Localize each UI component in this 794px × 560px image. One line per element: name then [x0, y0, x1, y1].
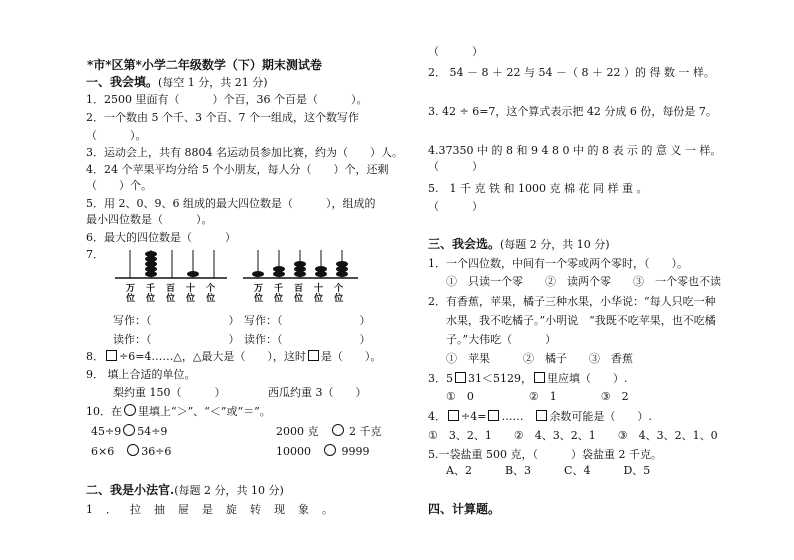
choice-2-options: ① 苹果 ② 橘子 ③ 香蕉 — [446, 352, 633, 365]
blank-box-icon — [488, 410, 499, 421]
blank-box-icon — [534, 372, 545, 383]
choice-2a: 2．有香蕉，苹果，橘子三种水果，小华说：“每人只吃一种 — [428, 295, 716, 308]
question-1-3: 3．运动会上，共有 8804 名运动员参加比赛，约为（ ）人。 — [86, 146, 403, 159]
place-wan: 万 位 — [254, 284, 264, 304]
question-1-9a: 梨约重 150（ ） — [113, 386, 226, 399]
compare-circle-icon — [124, 404, 136, 416]
blank-box-icon — [455, 372, 466, 383]
section-1-note: (每空 1 分，共 21 分) — [158, 76, 268, 89]
question-1-2b: （ ）。 — [86, 129, 147, 142]
question-1-6: 6．最大的四位数是（ ） — [86, 231, 236, 244]
question-1-5b: 最小四位数是（ ）。 — [86, 213, 213, 226]
choice-3: 3．5 31＜5129， 里应填（ ）. — [428, 372, 628, 385]
write-answer-1: 写作：（ ） — [113, 314, 240, 327]
section-2-title: 二、我是小法官. — [86, 483, 175, 497]
question-1-9: 9． 填上合适的单位。 — [86, 368, 196, 381]
choice-4-options: ① 3、2、1 ② 4、3、2、1 ③ 4、3、2、1、0 — [428, 429, 718, 442]
abacus-left — [115, 244, 227, 284]
choice-1: 1．一个四位数，中间有一个零或两个零时，（ ）。 — [428, 257, 688, 270]
question-2-1: 1．拉抽屉是旋转现象。 — [86, 503, 346, 516]
compare-row-2b: 10000 9999 — [276, 445, 370, 458]
blank-box-icon — [308, 350, 319, 361]
judge-4: 4.37350 中 的 8 和 9 4 8 0 中 的 8 表 示 的 意 义 一 样。 — [428, 144, 722, 157]
section-2-note: (每题 2 分，共 10 分) — [174, 484, 284, 497]
compare-circle-icon — [324, 444, 336, 456]
compare-circle-icon — [332, 424, 344, 436]
section-3-title: 三、我会选。 — [428, 237, 501, 251]
judge-2: 2． 54 － 8 ＋ 22 与 54 －（ 8 ＋ 22 ）的 得 数 一 样。 — [428, 66, 715, 79]
question-1-4a: 4．24 个苹果平均分给 5 个小朋友，每人分（ ）个，还剩 — [86, 163, 389, 176]
choice-3-options: ① 0 ② 1 ③ 2 — [446, 390, 629, 403]
answer-paren-top: （ ） — [428, 45, 483, 58]
place-shi: 十 位 — [186, 284, 196, 304]
abacus-bead — [187, 271, 199, 277]
question-1-9b: 西瓜约重 3（ ） — [268, 386, 367, 399]
place-wan: 万 位 — [126, 284, 136, 304]
place-ge: 个 位 — [334, 284, 344, 304]
choice-2b: 水果，我不吃橘子。”小明说 “我既不吃苹果，也不吃橘 — [446, 314, 716, 327]
judge-5-paren: （ ） — [428, 200, 483, 213]
abacus-left-places — [126, 284, 215, 304]
section-4-heading: 四、计算题。 — [428, 502, 501, 516]
abacus-bead — [252, 271, 264, 277]
judge-5: 5. 1 千 克 铁 和 1000 克 棉 花 同 样 重 。 — [428, 182, 648, 195]
section-3-note: (每题 2 分，共 10 分) — [500, 238, 610, 251]
question-1-7: 7． — [86, 248, 104, 261]
question-1-2a: 2．一个数由 5 个千、3 个百、7 个一组成，这个数写作 — [86, 111, 359, 124]
compare-row-1a: 45÷9 54÷9 — [91, 425, 168, 438]
judge-3: 3. 42 ÷ 6=7，这个算式表示把 42 分成 6 份，每份是 7。 — [428, 105, 717, 118]
abacus-bead — [273, 271, 285, 277]
place-ge: 个 位 — [206, 284, 216, 304]
abacus-bead — [315, 271, 327, 277]
abacus-bead — [145, 271, 157, 277]
question-1-8: 8． ÷6=4……△，△最大是（ ），这时 是（ ）。 — [86, 350, 382, 363]
abacus-bead — [294, 271, 306, 277]
section-1-heading — [86, 75, 268, 90]
blank-box-icon — [106, 350, 117, 361]
choice-1-options: ① 只读一个零 ② 读两个零 ③ 一个零也不读 — [446, 275, 721, 288]
read-answer-1: 读作：（ ） — [113, 333, 240, 346]
abacus-right — [243, 244, 358, 284]
question-1-1: 1．2500 里面有（ ）个百，36 个百是（ ）。 — [86, 93, 368, 106]
choice-5-options: A、2 B、3 C、4 D、5 — [446, 464, 651, 477]
judge-4-paren: （ ） — [428, 160, 483, 173]
compare-row-2a: 6×6 36÷6 — [91, 445, 172, 458]
question-1-10: 10．在 里填上“＞”、“＜”或“＝”。 — [86, 405, 271, 418]
abacus-bead — [336, 271, 348, 277]
section-1-title: 一、我会填。 — [86, 75, 159, 89]
place-bai: 百 位 — [166, 284, 176, 304]
write-answer-2: 写作：（ ） — [244, 314, 371, 327]
choice-2c: 子。”大伟吃（ ） — [446, 333, 557, 346]
place-qian: 千 位 — [146, 284, 156, 304]
compare-circle-icon — [123, 424, 135, 436]
blank-box-icon — [536, 410, 547, 421]
abacus-right-places — [254, 284, 343, 304]
read-answer-2: 读作：（ ） — [244, 333, 371, 346]
page-title: *市*区第*小学二年级数学（下）期末测试卷 — [87, 58, 322, 72]
place-shi: 十 位 — [314, 284, 324, 304]
choice-4: 4． ÷4= …… 余数可能是（ ）. — [428, 410, 652, 423]
place-qian: 千 位 — [274, 284, 284, 304]
section-3-heading — [428, 237, 610, 252]
question-1-4b: （ ）个。 — [86, 179, 152, 192]
blank-box-icon — [448, 410, 459, 421]
compare-circle-icon — [127, 444, 139, 456]
question-1-5a: 5．用 2、0、9、6 组成的最大四位数是（ ），组成的 — [86, 197, 376, 210]
section-2-heading — [86, 483, 284, 498]
place-bai: 百 位 — [294, 284, 304, 304]
choice-5: 5.一袋盐重 500 克，（ ）袋盐重 2 千克。 — [428, 448, 662, 461]
compare-row-1b: 2000 克 2 千克 — [276, 425, 382, 438]
